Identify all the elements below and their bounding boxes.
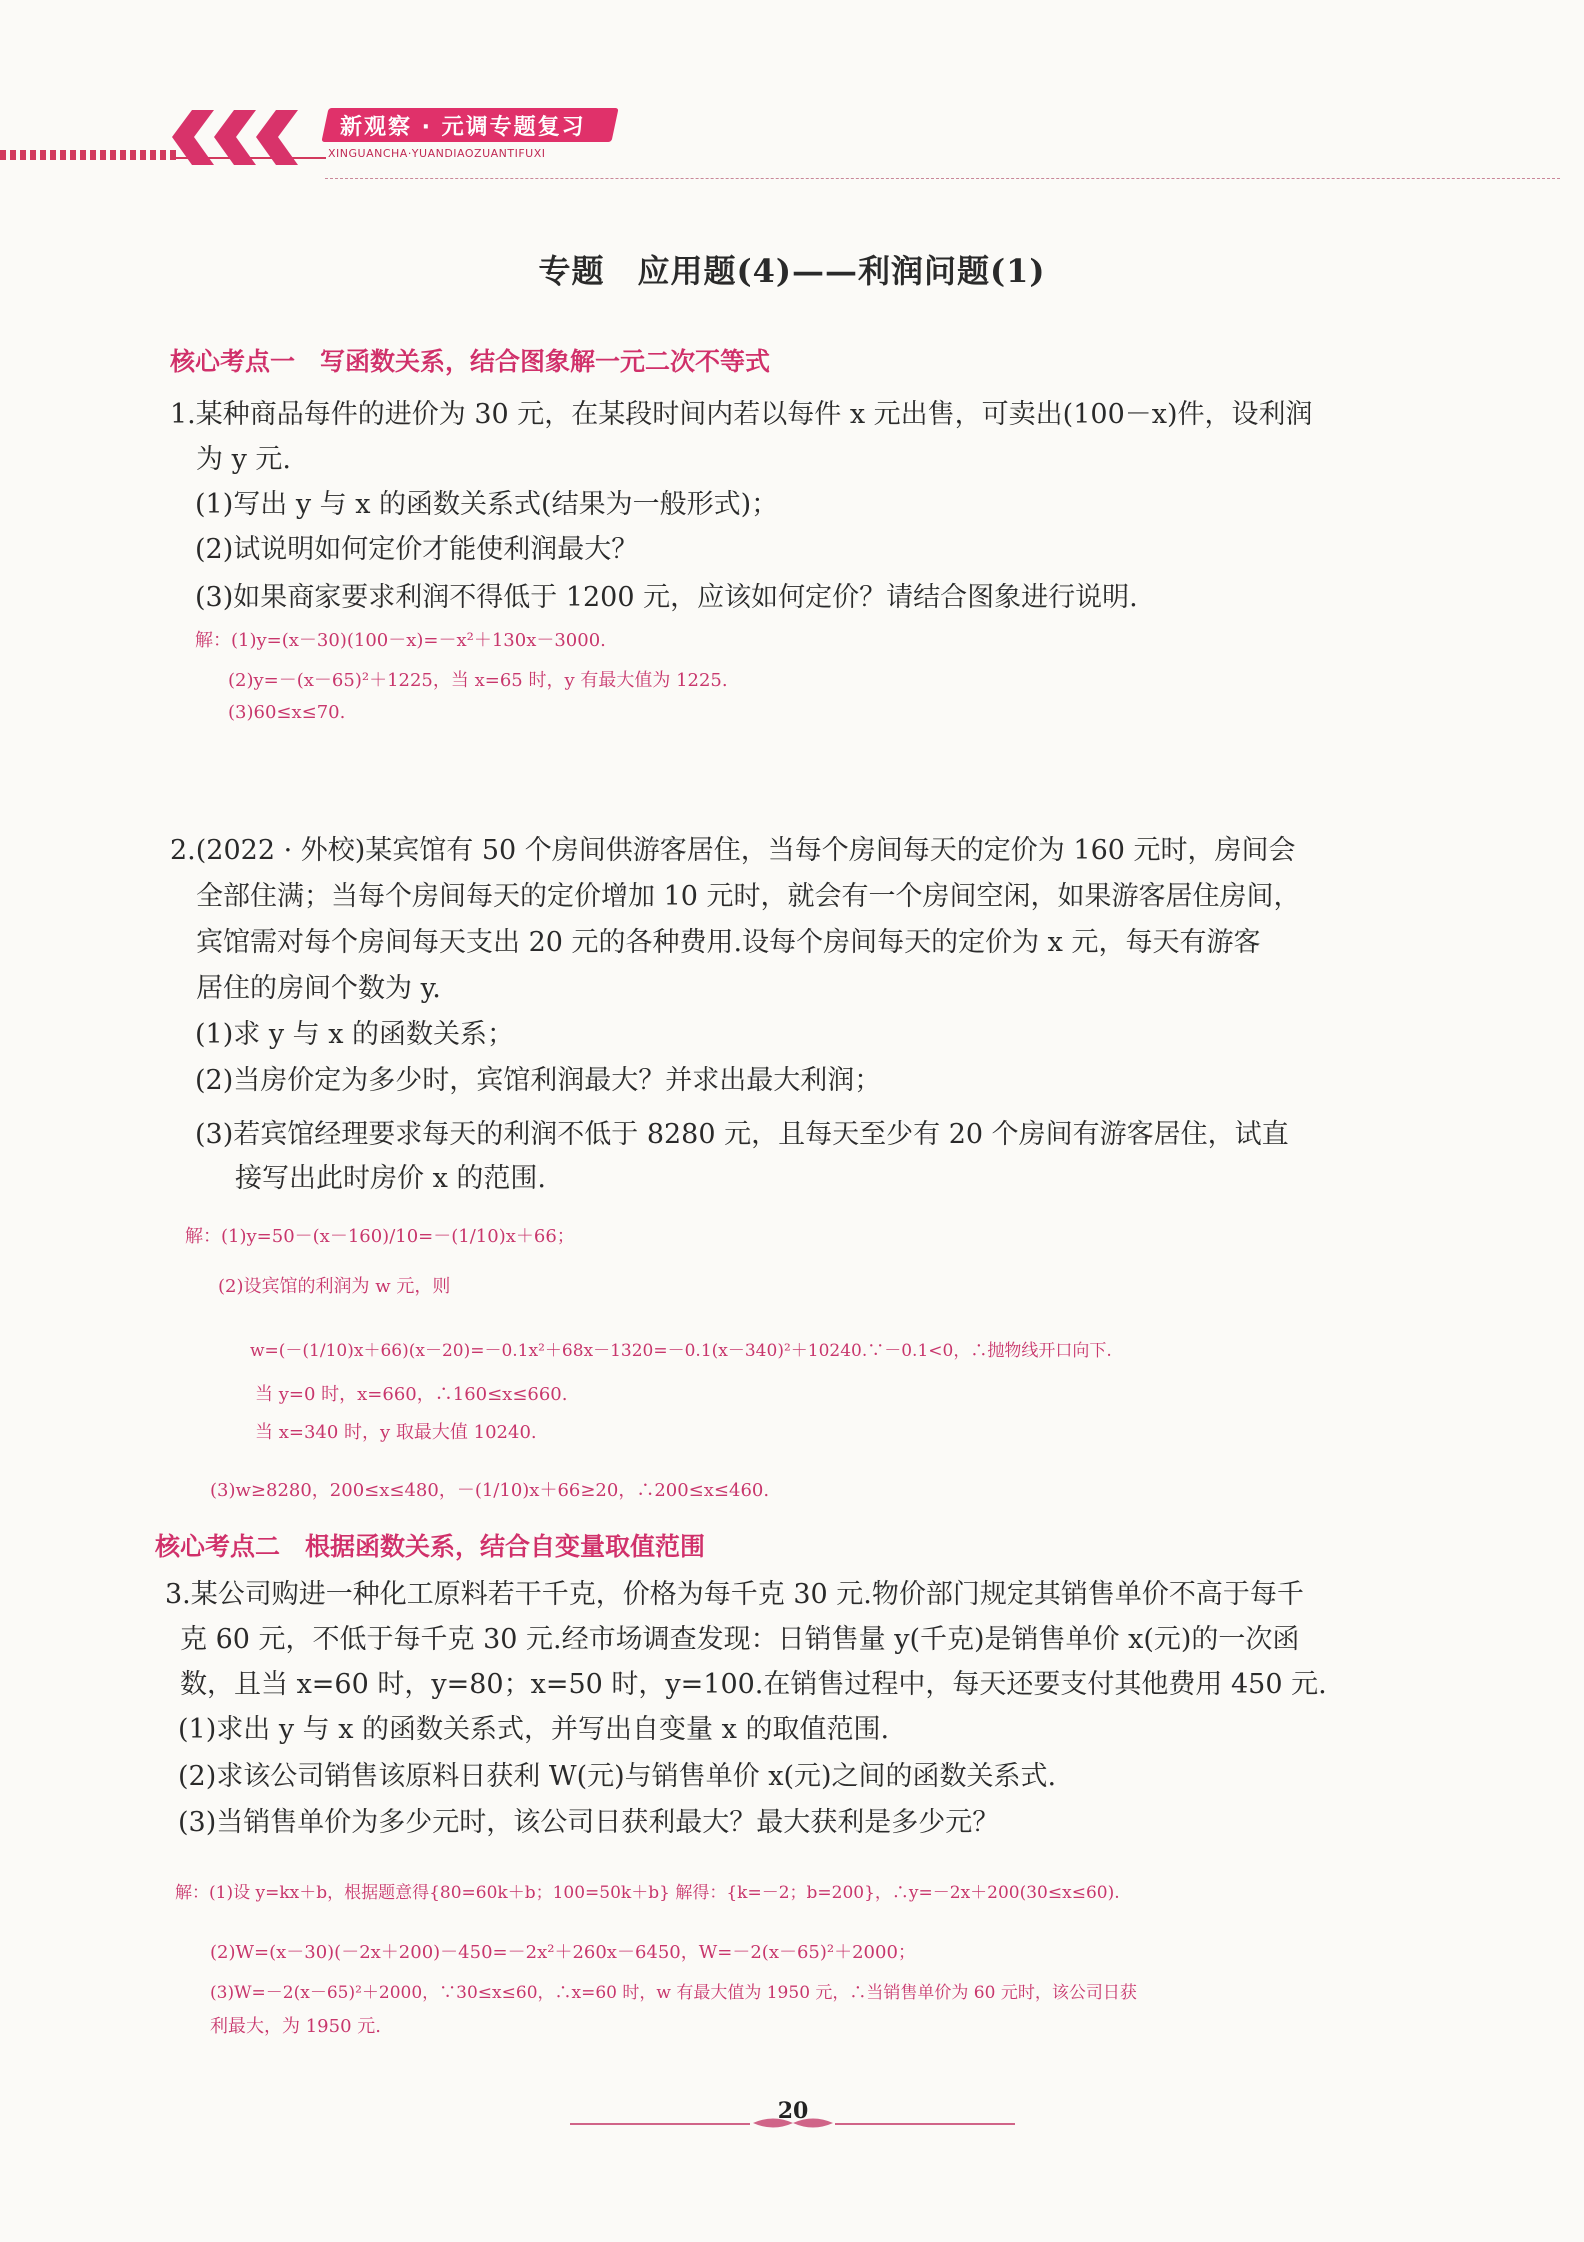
- q3-stem-line2: 克 60 元，不低于每千克 30 元.经市场调查发现：日销售量 y(千克)是销售单价 x(元)的一次函: [180, 1624, 1300, 1655]
- q2-answer5: 当 x=340 时，y 取最大值 10240.: [255, 1422, 537, 1443]
- q3-answer4: 利最大，为 1950 元.: [210, 2016, 381, 2037]
- q1-answer1: 解：(1)y=(x－30)(100－x)=－x²＋130x－3000.: [195, 630, 606, 651]
- q1-answer3: (3)60≤x≤70.: [228, 702, 346, 723]
- q2-stem-line3: 宾馆需对每个房间每天支出 20 元的各种费用.设每个房间每天的定价为 x 元，每天有游客: [196, 927, 1261, 958]
- page-number: 20: [777, 2098, 809, 2124]
- q3-answer2: (2)W=(x－30)(－2x＋200)－450=－2x²＋260x－6450，W=－2(x－65)²＋2000；: [210, 1942, 916, 1963]
- q2-part1: (1)求 y 与 x 的函数关系；: [195, 1019, 515, 1050]
- q3-answer3: (3)W=－2(x－65)²＋2000，∵30≤x≤60，∴x=60 时，w 有最大值为 1950 元，∴当销售单价为 60 元时，该公司日获: [210, 1983, 1137, 2003]
- q2-answer4: 当 y=0 时，x=660，∴160≤x≤660.: [255, 1384, 568, 1405]
- q2-part3-line2: 接写出此时房价 x 的范围.: [235, 1163, 546, 1194]
- q1-answer2: (2)y=－(x－65)²＋1225，当 x=65 时，y 有最大值为 1225.: [228, 670, 728, 691]
- q2-stem-line1: 2.(2022 · 外校)某宾馆有 50 个房间供游客居住，当每个房间每天的定价为 160 元时，房间会: [170, 835, 1296, 866]
- q3-answer1: 解：(1)设 y=kx＋b，根据题意得{80=60k＋b；100=50k＋b} 解得：{k=－2；b=200}，∴y=－2x＋200(30≤x≤60).: [175, 1883, 1120, 1903]
- q2-answer1: 解：(1)y=50－(x－160)/10=－(1/10)x＋66；: [185, 1226, 575, 1247]
- header-banner-subtitle: XINGUANCHA·YUANDIAOZUANTIFUXI: [328, 147, 546, 160]
- q2-stem-line4: 居住的房间个数为 y.: [196, 973, 441, 1004]
- header-dot-strip: [0, 150, 176, 160]
- q1-part1: (1)写出 y 与 x 的函数关系式(结果为一般形式)；: [195, 489, 779, 520]
- q2-part3-line1: (3)若宾馆经理要求每天的利润不低于 8280 元，且每天至少有 20 个房间有游客居住，试直: [195, 1119, 1289, 1150]
- header-rule: [325, 178, 1560, 179]
- footer-rule-left: [570, 2123, 750, 2125]
- q3-part1: (1)求出 y 与 x 的函数关系式，并写出自变量 x 的取值范围.: [178, 1714, 890, 1745]
- section-heading-2: 核心考点二 根据函数关系，结合自变量取值范围: [155, 1532, 706, 1561]
- page-title: 专题 应用题(4)——利润问题(1): [538, 252, 1046, 290]
- section-heading-1: 核心考点一 写函数关系，结合图象解一元二次不等式: [170, 347, 771, 376]
- q2-answer3: w=(－(1/10)x＋66)(x－20)=－0.1x²＋68x－1320=－0.1(x－340)²＋10240.∵－0.1<0，∴抛物线开口向下.: [250, 1341, 1112, 1361]
- q3-part2: (2)求该公司销售该原料日获利 W(元)与销售单价 x(元)之间的函数关系式.: [178, 1761, 1057, 1792]
- q1-part2: (2)试说明如何定价才能使利润最大？: [195, 534, 639, 565]
- q3-stem-line3: 数，且当 x=60 时，y=80；x=50 时，y=100.在销售过程中，每天还要支付其他费用 450 元.: [180, 1669, 1327, 1700]
- q1-stem-line2: 为 y 元.: [196, 444, 292, 475]
- q2-part2: (2)当房价定为多少时，宾馆利润最大？并求出最大利润；: [195, 1065, 882, 1096]
- footer-rule-right: [835, 2123, 1015, 2125]
- header-banner-title: 新观察 · 元调专题复习: [340, 115, 586, 140]
- q1-part3: (3)如果商家要求利润不得低于 1200 元，应该如何定价？请结合图象进行说明.: [195, 582, 1138, 613]
- header-chevrons-icon: [172, 110, 332, 165]
- q3-part3: (3)当销售单价为多少元时，该公司日获利最大？最大获利是多少元？: [178, 1807, 1000, 1838]
- q1-stem-line1: 1.某种商品每件的进价为 30 元，在某段时间内若以每件 x 元出售，可卖出(100－x)件，设利润: [170, 399, 1313, 430]
- q2-answer2: (2)设宾馆的利润为 w 元，则: [218, 1276, 451, 1297]
- q2-stem-line2: 全部住满；当每个房间每天的定价增加 10 元时，就会有一个房间空闲，如果游客居住房间，: [196, 881, 1301, 912]
- q2-answer6: (3)w≥8280，200≤x≤480，－(1/10)x＋66≥20，∴200≤x≤460.: [210, 1480, 770, 1501]
- q3-stem-line1: 3.某公司购进一种化工原料若干千克，价格为每千克 30 元.物价部门规定其销售单价不高于每千: [165, 1579, 1304, 1610]
